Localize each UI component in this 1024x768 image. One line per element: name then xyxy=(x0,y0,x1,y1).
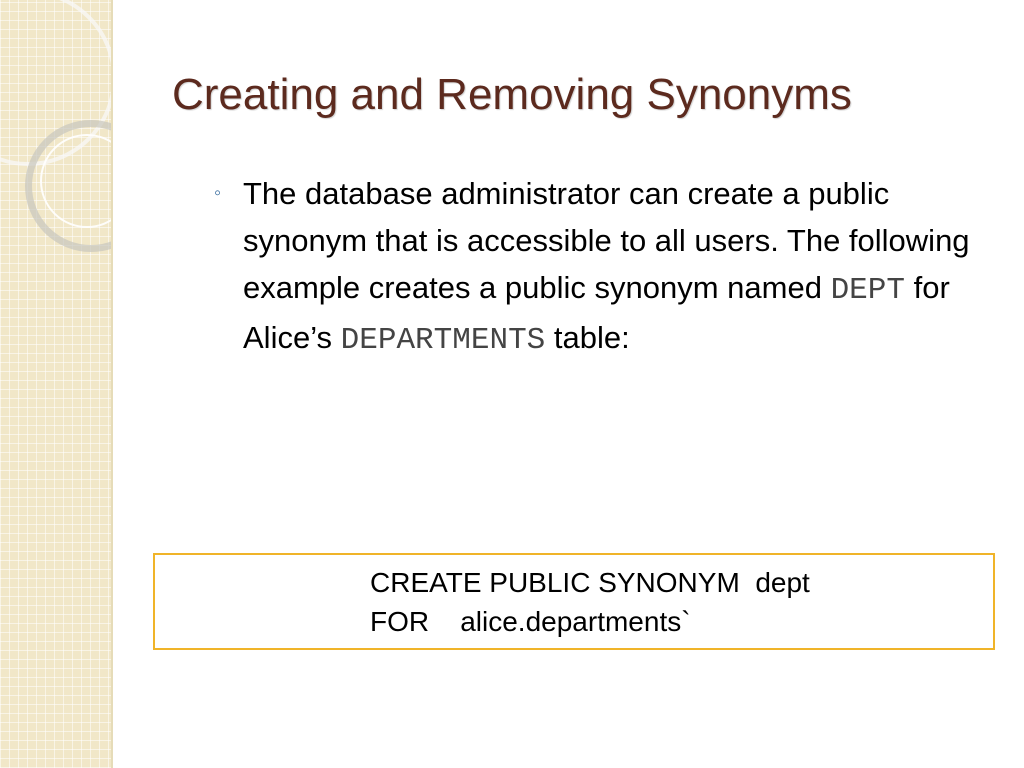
bullet-icon: ◦ xyxy=(214,182,222,204)
bullet-text-part: table: xyxy=(545,320,630,355)
sidebar-divider xyxy=(111,0,113,768)
bullet-text xyxy=(243,170,974,364)
bullet-text-part: for Alice’s xyxy=(243,270,950,355)
code-line: FOR alice.departments` xyxy=(370,606,691,637)
code-example-box xyxy=(153,553,995,650)
code-term-dept: DEPT xyxy=(830,273,905,308)
code-line: CREATE PUBLIC SYNONYM dept xyxy=(370,567,810,598)
decorative-sidebar xyxy=(0,0,113,768)
slide-title: Creating and Removing Synonyms xyxy=(172,70,852,119)
code-term-departments: DEPARTMENTS xyxy=(340,323,546,358)
bullet-text-part: The database administrator can create a public synonym that is accessible to all users. The following example creates a public synonym named xyxy=(243,176,970,305)
bullet-item xyxy=(214,170,974,364)
